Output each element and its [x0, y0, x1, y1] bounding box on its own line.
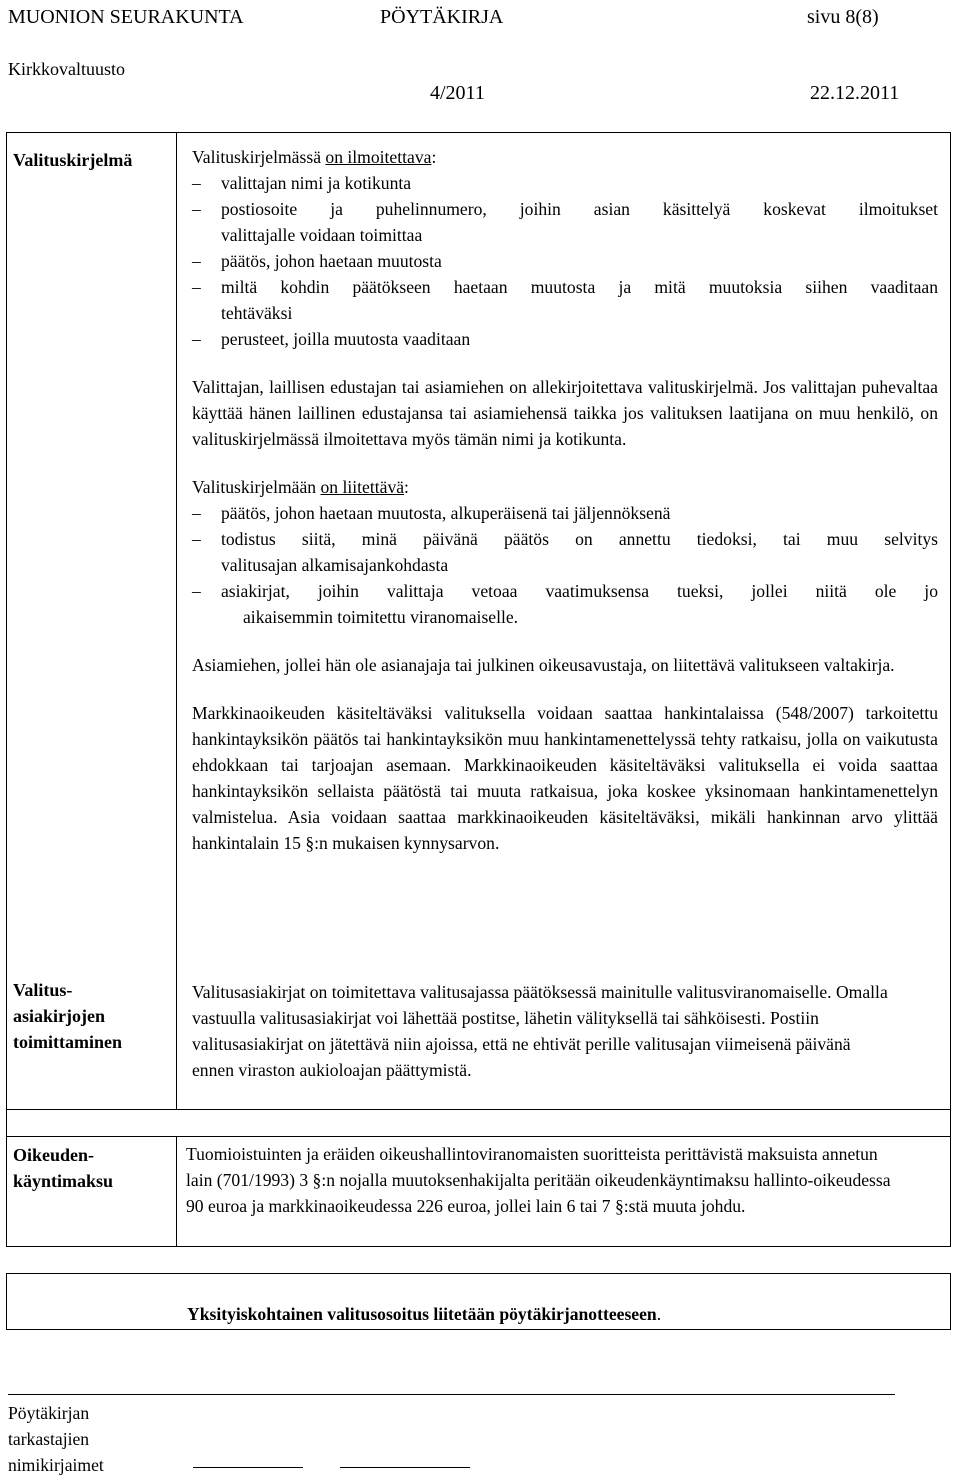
list-item-continuation: valittajalle voidaan toimittaa: [221, 225, 423, 245]
intro-underlined: on ilmoitettava: [325, 147, 432, 167]
section2-text: Valitusasiakirjat on toimitettava valitusajassa päätöksessä mainitulle valitusviranomaiselle. Omalla vastuulla valitusasiakirjat voi lähettää postitse, lähetin välityksellä tai sähköisesti. Postiin valitusasiakirjat on jätettävä niin ajoissa, että ne ehtivät perille valitusajan viimeisenä päivänä ennen viraston aukioloajan päättymistä.: [192, 982, 888, 1080]
list-item: – perusteet, joilla muutosta vaaditaan: [192, 326, 938, 352]
list-item: – miltä kohdin päätökseen haetaan muutosta ja mitä muutoksia siihen vaaditaan: [192, 274, 938, 300]
header-meeting-no: 4/2011: [430, 82, 485, 104]
header-page: sivu 8(8): [807, 6, 879, 28]
table-column-divider-1: [176, 132, 177, 1109]
notice-box: [6, 1273, 951, 1330]
intro-line: Valituskirjelmässä on ilmoitettava:: [192, 147, 437, 167]
table-right-border: [950, 132, 951, 1246]
list-item-continuation: tehtäväksi: [221, 303, 293, 323]
section-label-toimittaminen: Valitus- asiakirjojen toimittaminen: [13, 980, 122, 1052]
header-doc-type: PÖYTÄKIRJA: [380, 6, 504, 28]
header-org: MUONION SEURAKUNTA: [8, 6, 244, 28]
table-left-border: [6, 132, 7, 1246]
table-divider-2: [6, 1136, 951, 1137]
header-body: Kirkkovaltuusto: [8, 59, 125, 79]
attach-item-continuation: aikaisemmin toimitettu viranomaiselle.: [243, 607, 519, 627]
notice-text: Yksityiskohtainen valitusosoitus liitetään pöytäkirjanotteeseen.: [187, 1304, 662, 1324]
paragraph-power-of-attorney: Asiamiehen, jollei hän ole asianajaja tai julkinen oikeusavustaja, on liitettävä valitukseen valtakirja.: [192, 655, 895, 675]
list-item: – postiosoite ja puhelinnumero, joihin asian käsittelyä koskevat ilmoitukset: [192, 196, 938, 222]
paragraph-signing: Valittajan, laillisen edustajan tai asiamiehen on allekirjoitettava valituskirjelmä. Jos valittajan puhevaltaa käyttää hänen laillinen edustajansa tai asiamiehensä taikka jos valituksen laatijana on muu henkilö, on valituskirjelmässä ilmoitettava myös tämän nimi ja kotikunta.: [192, 377, 938, 449]
attach-underlined: on liitettävä: [320, 477, 405, 497]
list-item: – päätös, johon haetaan muutosta: [192, 248, 938, 274]
table-column-divider-2: [176, 1136, 177, 1246]
paragraph-market-court: Markkinaoikeuden käsiteltäväksi valituksella voidaan saattaa hankintalaissa (548/2007) tarkoitettu hankintayksikön päätös tai hankintayksikön muu hankintamenettelyssä tehty ratkaisu, jolla on vaikutusta ehdokkaan tai tarjoajan asemaan. Markkinaoikeuden käsiteltäväksi valituksella ei voida saattaa hankintayksikön sellaista päätöstä tai muuta ratkaisua, joka koskee yksinomaan hankintamenettelyn valmistelua. Asia voidaan saattaa markkinaoikeuden käsiteltäväksi, mikäli hankinnan arvo ylittää hankintalain 15 §:n mukaisen kynnysarvon.: [192, 703, 938, 853]
signature-field-1[interactable]: [193, 1467, 303, 1468]
header-date: 22.12.2011: [810, 82, 900, 104]
signature-line-top: [8, 1394, 895, 1395]
section3-text: Tuomioistuinten ja eräiden oikeushallintoviranomaisten suoritteista perittävistä maksuista annetun lain (701/1993) 3 §:n nojalla muutoksenhakijalta peritään oikeudenkäyntimaksu hallinto-oikeudessa 90 euroa ja markkinaoikeudessa 226 euroa, jollei lain 6 tai 7 §:stä muuta johdu.: [186, 1144, 891, 1216]
section-label-valituskirjelma: Valituskirjelmä: [13, 150, 133, 170]
attach-item-continuation: valitusajan alkamisajankohdasta: [221, 555, 449, 575]
attach-heading: Valituskirjelmään on liitettävä:: [192, 477, 409, 497]
table-bottom-border: [6, 1246, 951, 1247]
attach-item: – päätös, johon haetaan muutosta, alkuperäisenä tai jäljennöksenä: [192, 500, 938, 526]
section-label-oikeudenkayntimaksu: Oikeuden- käyntimaksu: [13, 1145, 114, 1191]
signature-field-2[interactable]: [340, 1467, 470, 1468]
signature-label: Pöytäkirjan tarkastajien nimikirjaimet: [8, 1403, 104, 1475]
table-divider-1: [6, 1109, 951, 1110]
attach-item: – todistus siitä, minä päivänä päätös on annettu tiedoksi, tai muu selvitys: [192, 526, 938, 552]
table-top-border: [6, 132, 951, 133]
section1-content: [192, 144, 938, 856]
list-item: – valittajan nimi ja kotikunta: [192, 170, 938, 196]
attach-item: – asiakirjat, joihin valittaja vetoaa vaatimuksensa tueksi, jollei niitä ole jo: [192, 578, 938, 604]
